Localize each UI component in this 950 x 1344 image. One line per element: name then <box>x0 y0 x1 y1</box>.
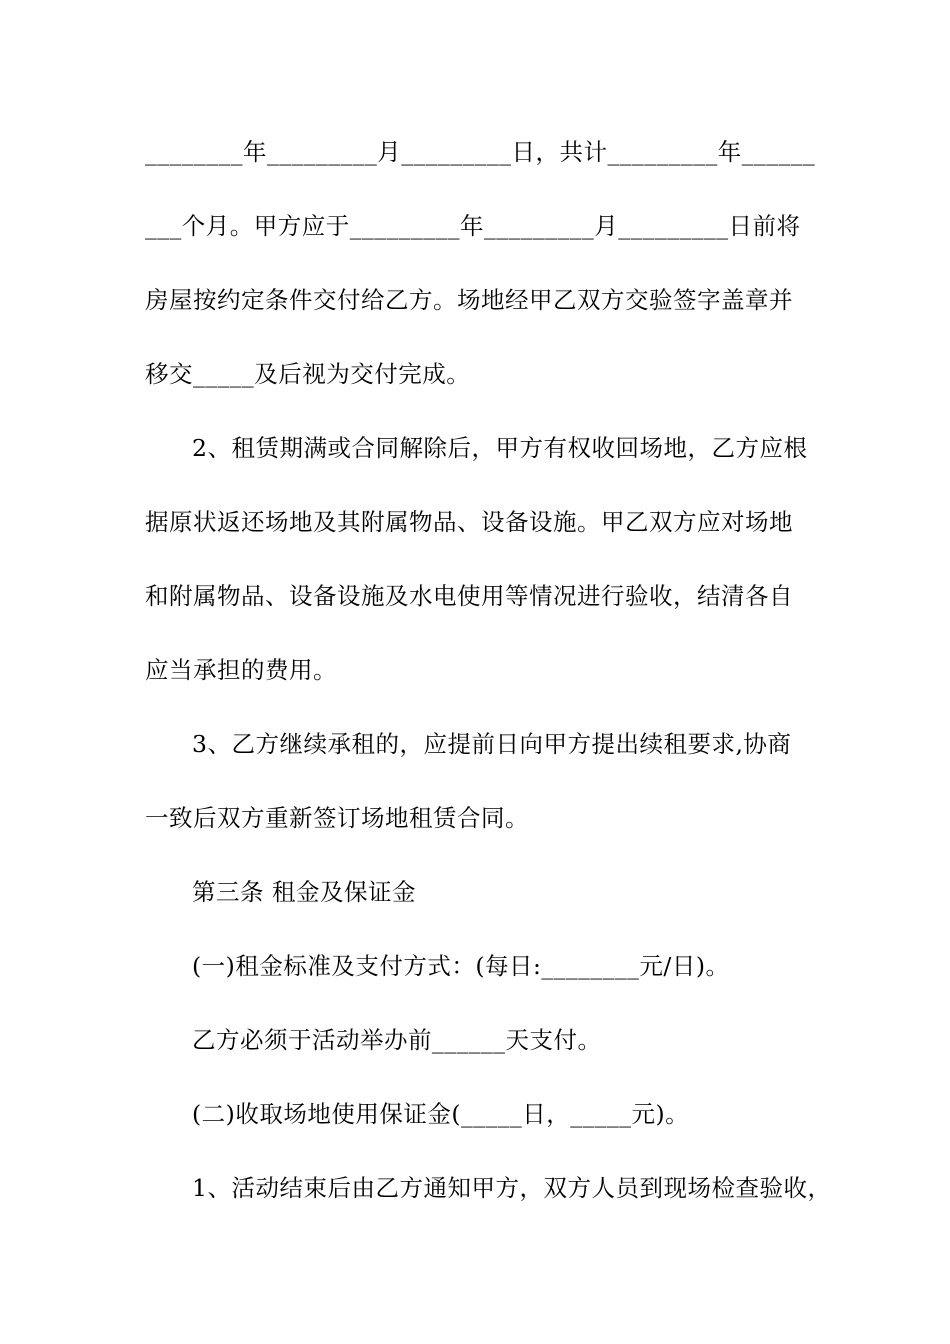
text-line-1: ________年_________月_________日，共计_________年______ <box>145 138 816 166</box>
text-line-7: 和附属物品、设备设施及水电使用等情况进行验收，结清各自 <box>145 582 793 610</box>
text-line-6: 据原状返还场地及其附属物品、设备设施。甲乙双方应对场地 <box>145 508 793 536</box>
text-line-10: 一致后双方重新签订场地租赁合同。 <box>145 804 529 832</box>
text-line-12: (一)租金标准及支付方式：(每日:________元/日)。 <box>192 952 730 980</box>
text-line-14: (二)收取场地使用保证金(_____日，_____元)。 <box>192 1100 690 1128</box>
text-line-9: 3、乙方继续承租的，应提前日向甲方提出续租要求,协商 <box>192 730 792 758</box>
text-line-5: 2、租赁期满或合同解除后，甲方有权收回场地，乙方应根 <box>192 434 808 462</box>
section-heading: 第三条 租金及保证金 <box>192 878 416 906</box>
text-line-4: 移交_____及后视为交付完成。 <box>145 360 471 388</box>
text-line-15: 1、活动结束后由乙方通知甲方，双方人员到现场检查验收， <box>192 1174 832 1202</box>
text-line-8: 应当承担的费用。 <box>145 656 337 684</box>
text-line-2: ___个月。甲方应于_________年_________月_________日前将 <box>145 212 801 240</box>
text-line-13: 乙方必须于活动举办前______天支付。 <box>192 1026 602 1054</box>
text-line-3: 房屋按约定条件交付给乙方。场地经甲乙双方交验签字盖章并 <box>145 286 793 314</box>
